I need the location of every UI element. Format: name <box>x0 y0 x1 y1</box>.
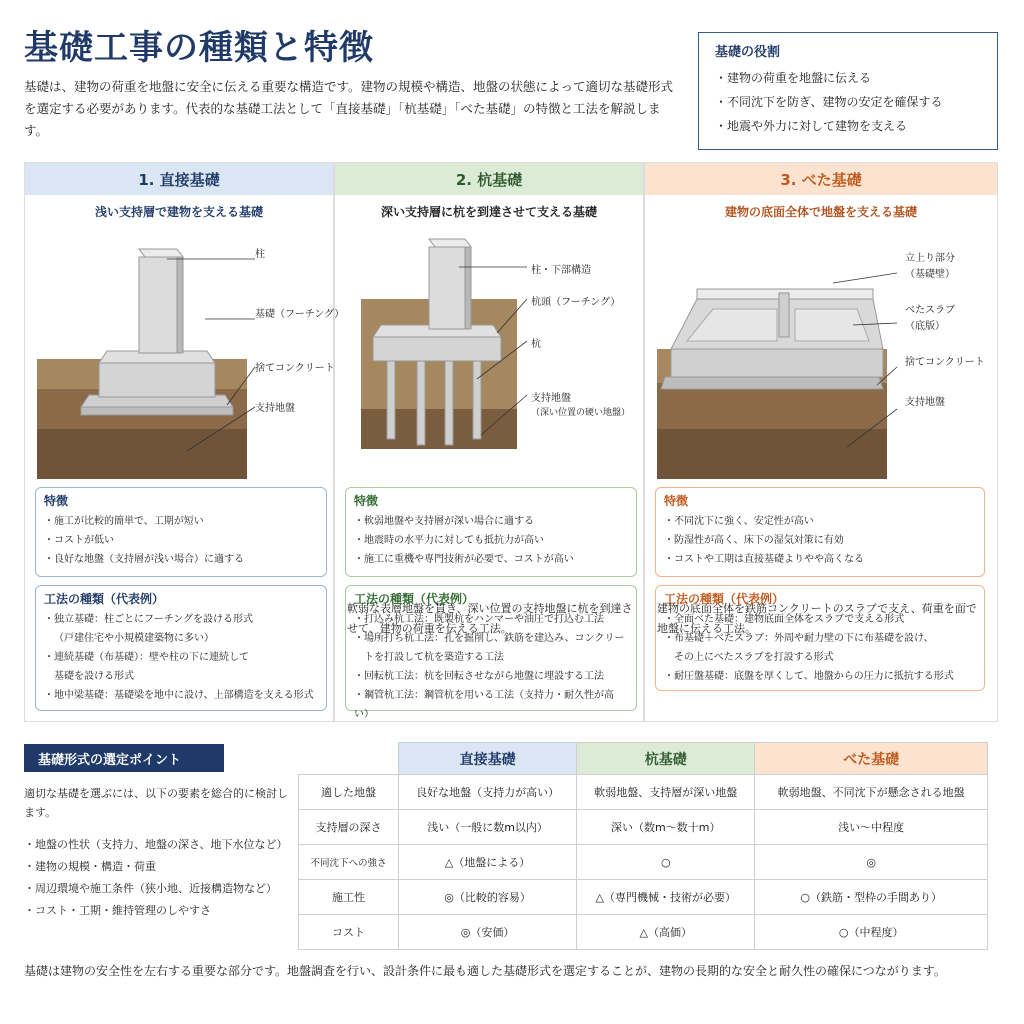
column-description: 建物の底面全体を鉄筋コンクリートのスラブで支え、荷重を面で地盤に伝える工法。 <box>657 602 977 635</box>
methods-title: 工法の種類（代表例） <box>44 592 165 606</box>
table-cell: 深い（数m～数十m） <box>577 810 755 845</box>
table-cell: ◎（安価） <box>399 915 577 950</box>
method-item: ・連続基礎（布基礎）：壁や柱の下に連続して <box>44 652 249 663</box>
annotation-footing: 基礎（フーチング） <box>255 309 345 320</box>
role-item: ・不同沈下を防ぎ、建物の安定を確保する <box>715 95 943 109</box>
feature-item: ・不同沈下に強く、安定性が高い <box>664 516 814 527</box>
intro-text: 基礎は、建物の荷重を地盤に安全に伝える重要な構造です。建物の規模や構造、地盤の状態によって適切な基礎形式を選定する必要があります。代表的な基礎工法として「直接基礎」「杭基礎」「べた基礎」の特徴と工法を解説します。 <box>24 79 674 138</box>
annotation-pile: 杭 <box>531 339 541 350</box>
features-title: 特徴 <box>44 494 69 508</box>
feature-item: ・施工に重機や専門技術が必要で、コストが高い <box>354 554 574 565</box>
table-cell: △（高価） <box>577 915 755 950</box>
method-item: 基礎を設ける形式 <box>54 671 134 682</box>
annotation-lean-concrete: 捨てコンクリート <box>255 363 335 374</box>
table-row <box>299 810 988 845</box>
features-title: 特徴 <box>354 494 379 508</box>
features-box <box>35 487 327 577</box>
table-cell: ◎（比較的容易） <box>399 880 577 915</box>
method-item: ・布基礎＋べたスラブ：外周や耐力壁の下に布基礎を設け、 <box>664 633 934 644</box>
column-direct-foundation <box>24 162 345 722</box>
page-title: 基礎工事の種類と特徴 <box>24 28 374 68</box>
annotation-bearing-ground: 支持地盤 <box>905 397 945 408</box>
row-label: 不同沈下への強さ <box>299 845 399 880</box>
features-title: 特徴 <box>664 494 689 508</box>
annotation-pillar: 柱 <box>255 249 265 260</box>
methods-box <box>655 585 985 691</box>
column-subtitle: 深い支持層に杭を到達させて支える基礎 <box>380 205 597 219</box>
features-box <box>655 487 985 577</box>
annotation-upstand-note: （基礎壁） <box>905 269 955 280</box>
method-item: その上にべたスラブを打設する形式 <box>674 652 834 663</box>
annotation-bearing-ground: 支持地盤 <box>255 403 295 414</box>
column-pile-foundation <box>334 162 644 722</box>
table-corner <box>299 743 399 775</box>
method-item: ・独立基礎：柱ごとにフーチングを設ける形式 <box>44 614 253 625</box>
role-title: 基礎の役割 <box>715 45 781 60</box>
annotation-bearing-ground-note: （深い位置の硬い地盤） <box>531 408 631 418</box>
methods-box <box>345 585 637 720</box>
table-row <box>299 915 988 950</box>
annotation-upstand: 立上り部分 <box>905 253 955 264</box>
feature-item: ・コストが低い <box>44 535 114 546</box>
table-cell: 軟弱地盤、不同沈下が懸念される地盤 <box>755 775 988 810</box>
annotation-pile-cap: 杭頭（フーチング） <box>531 297 621 308</box>
selection-points <box>24 834 298 922</box>
selection-label: 基礎形式の選定ポイント <box>24 744 224 772</box>
column-heading: 1. 直接基礎 <box>25 163 333 195</box>
feature-item: ・地震時の水平力に対しても抵抗力が高い <box>354 535 544 546</box>
table-cell: △（地盤による） <box>399 845 577 880</box>
methods-box <box>35 585 327 711</box>
method-item: ・地中梁基礎：基礎梁を地中に設け、上部構造を支える形式 <box>44 690 314 701</box>
table-row <box>299 775 988 810</box>
comparison-table <box>298 742 988 950</box>
annotation-mat-slab-note: （底版） <box>905 321 945 332</box>
table-row <box>299 845 988 880</box>
method-item: ・打込み杭工法：既製杭をハンマーや油圧で打込む工法 <box>354 614 604 625</box>
table-cell: 浅い（一般に数m以内） <box>399 810 577 845</box>
table-cell: 浅い～中程度 <box>755 810 988 845</box>
method-item: ・全面べた基礎：建物底面全体をスラブで支える形式 <box>664 614 905 625</box>
row-label: 適した地盤 <box>299 775 399 810</box>
column-heading: 2. 杭基礎 <box>335 163 643 195</box>
method-item: ・鋼管杭工法：鋼管杭を用いる工法（支持力・耐久性が高い） <box>354 690 614 720</box>
table-cell: △（専門機械・技術が必要） <box>577 880 755 915</box>
methods-title: 工法の種類（代表例） <box>664 592 785 606</box>
column-subtitle: 浅い支持層で建物を支える基礎 <box>94 205 263 219</box>
table-header-mat: べた基礎 <box>755 743 988 775</box>
feature-item: ・施工が比較的簡単で、工期が短い <box>44 516 204 527</box>
method-item: トを打設して杭を築造する工法 <box>364 652 504 663</box>
table-header-pile: 杭基礎 <box>577 743 755 775</box>
feature-item: ・良好な地盤（支持層が浅い場合）に適する <box>44 554 244 565</box>
role-item: ・地震や外力に対して建物を支える <box>715 119 908 133</box>
table-cell: ○（鉄筋・型枠の手間あり） <box>755 880 988 915</box>
table-cell: 良好な地盤（支持力が高い） <box>399 775 577 810</box>
methods-title: 工法の種類（代表例） <box>354 592 475 606</box>
annotation-lean-concrete: 捨てコンクリート <box>905 357 985 368</box>
annotation-mat-slab: べたスラブ <box>905 305 955 316</box>
feature-item: ・コストや工期は直接基礎よりやや高くなる <box>664 554 864 565</box>
column-mat-foundation <box>644 162 998 722</box>
method-item: ・場所打ち杭工法：孔を掘削し、鉄筋を建込み、コンクリー <box>354 633 625 644</box>
selection-point: ・コスト・工期・維持管理のしやすさ <box>24 904 211 917</box>
table-row <box>299 880 988 915</box>
conclusion-text: 基礎は建物の安全性を左右する重要な部分です。地盤調査を行い、設計条件に最も適した基礎形式を選定することが、建物の長期的な安全と耐久性の確保につながります。 <box>24 964 946 978</box>
table-header-row <box>299 743 988 775</box>
column-heading: 3. べた基礎 <box>645 163 997 195</box>
annotation-bearing-ground: 支持地盤 <box>531 393 571 404</box>
method-item: （戸建住宅や小規模建築物に多い） <box>54 633 214 644</box>
feature-item: ・軟弱地盤や支持層が深い場合に適する <box>354 516 534 527</box>
table-cell: ○（中程度） <box>755 915 988 950</box>
row-label: 施工性 <box>299 880 399 915</box>
table-cell: ◎ <box>755 845 988 880</box>
method-item: ・耐圧盤基礎：底盤を厚くして、地盤からの圧力に抵抗する形式 <box>664 671 954 682</box>
table-cell: 軟弱地盤、支持層が深い地盤 <box>577 775 755 810</box>
selection-intro: 適切な基礎を選ぶには、以下の要素を総合的に検討します。 <box>24 787 288 819</box>
row-label: 支持層の深さ <box>299 810 399 845</box>
role-box <box>698 32 998 150</box>
method-item: ・回転杭工法：杭を回転させながら地盤に埋設する工法 <box>354 671 604 682</box>
selection-point: ・地盤の性状（支持力、地盤の深さ、地下水位など） <box>24 838 288 851</box>
selection-point: ・建物の規模・構造・荷重 <box>24 860 156 873</box>
column-subtitle: 建物の底面全体で地盤を支える基礎 <box>724 205 917 219</box>
table-header-direct: 直接基礎 <box>399 743 577 775</box>
role-item: ・建物の荷重を地盤に伝える <box>715 71 872 85</box>
column-description: 軟弱な表層地盤を貫き、深い位置の支持地盤に杭を到達させて、建物の荷重を伝える工法。 <box>347 602 633 635</box>
features-box <box>345 487 637 577</box>
annotation-column-substructure: 柱・下部構造 <box>531 265 591 276</box>
row-label: コスト <box>299 915 399 950</box>
selection-point: ・周辺環境や施工条件（狭小地、近接構造物など） <box>24 882 277 895</box>
table-cell: ○ <box>577 845 755 880</box>
feature-item: ・防湿性が高く、床下の湿気対策に有効 <box>664 535 844 546</box>
